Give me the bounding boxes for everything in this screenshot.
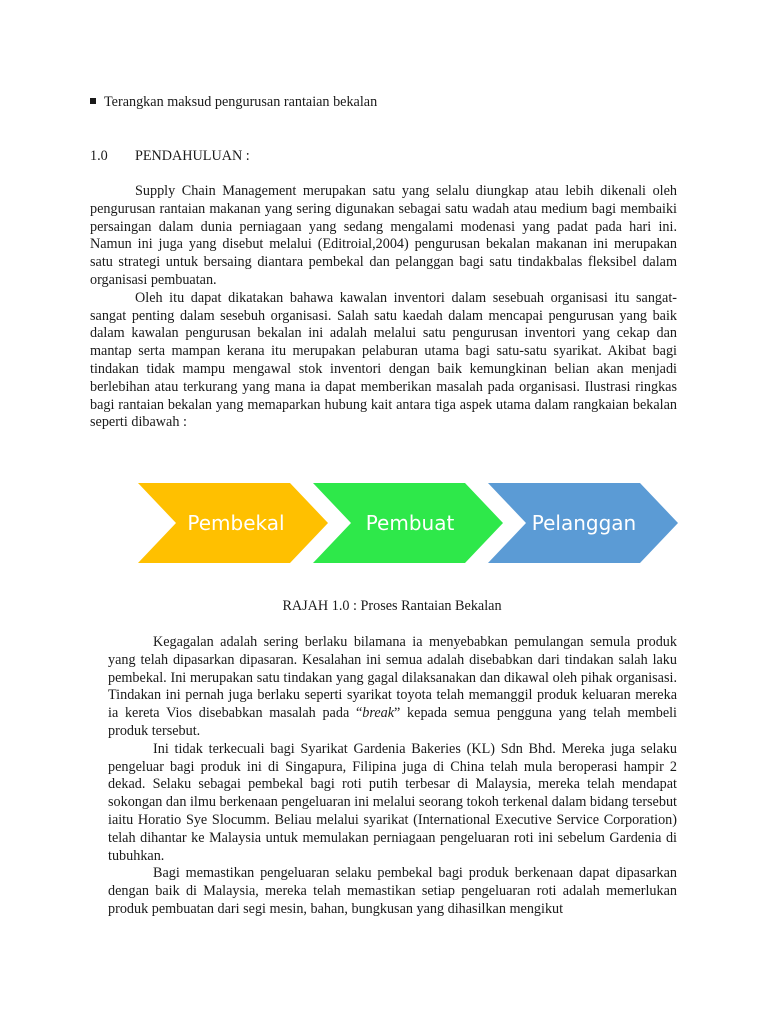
section-title: PENDAHULUAN : <box>135 148 250 164</box>
body-text <box>108 634 677 919</box>
paragraph: Oleh itu dapat dikatakan bahawa kawalan inventori dalam sesebuah organisasi itu sangat-sangat penting dalam sesebuh organisasi. Salah satu kaedah dalam mencapai pengurusan yang baik dalam kawalan pengurusan bekalan ini adalah melalui satu pengurusan inventori yang cekap dan mantap serta mampan kerana itu merupakan pelaburan utama bagi satu-satu syarikat. Akibat bagi tindakan tidak mampu mengawal stok inventori dengan baik kemungkinan belian akan menjadi berlebihan atau terkurang yang mana ia dapat memberikan masalah pada organisasi. Ilustrasi ringkas bagi rantaian bekalan yang memaparkan hubung kait antara tiga aspek utama dalam rangkaian bekalan seperti dibawah : <box>90 289 677 431</box>
italic-term: break <box>362 705 395 722</box>
paragraph: Ini tidak terkecuali bagi Syarikat Gardenia Bakeries (KL) Sdn Bhd. Mereka juga selaku pengeluar bagi produk ini di Singapura, Filipina juga di China telah mula beroperasi hampir 2 dekad. Selaku sebagai pembekal bagi roti putih terbesar di Malaysia, mereka telah mendapat sokongan dan ilmu berkenaan pengeluaran ini melalui seorang tokoh terkenal dalam bidang tersebut iaitu Horatio Sye Slocumm. Beliau melalui syarikat (International Executive Service Corporation) telah dihantar ke Malaysia untuk memulakan perniagaan pengeluaran roti ini sebelum Gardenia di tubuhkan. <box>108 740 677 864</box>
paragraph <box>108 634 677 741</box>
paragraph: Supply Chain Management merupakan satu yang selalu diungkap atau lebih dikenali oleh pengurusan rantaian makanan yang sering digunakan sebagai satu wadah atau medium bagi membaiki persaingan dalam dunia perniagaan yang sedang mengalami modenasi yang padat pada hari ini. Namun ini juga yang disebut melalui (Editroial,2004) pengurusan bekalan makanan ini merupakan satu strategi untuk bersaing diantara pembekal dan pelanggan bagi satu tindakbalas fleksibel dalam organisasi pembuatan. <box>90 183 677 288</box>
chevron-step-2 <box>313 483 503 563</box>
section-number: 1.0 <box>90 148 108 164</box>
chevron-step-3 <box>488 483 678 563</box>
chevron-label: Pembekal <box>187 511 285 535</box>
bullet-text: Terangkan maksud pengurusan rantaian bekalan <box>104 94 378 110</box>
paragraph-text: Kegagalan adalah sering berlaku bilamana ia menyebabkan pemulangan semula produk yang telah dipasarkan dipasaran. Kesalahan ini semua adalah disebabkan dari tindakan salah laku pembekal. Ini merupakan satu tindakan yang gagal dilaksanakan dan dikawal oleh pihak organisasi. Tindakan ini pernah juga berlaku seperti syarikat toyota telah memanggil produk keluaran mereka ia kereta Vios disebabkan masalah pada “ <box>108 634 677 722</box>
supply-chain-diagram <box>138 483 678 563</box>
intro-text <box>90 183 677 432</box>
chevron-label: Pelanggan <box>531 511 637 535</box>
section-heading <box>90 148 250 165</box>
figure-caption: RAJAH 1.0 : Proses Rantaian Bekalan <box>282 598 502 614</box>
paragraph: Bagi memastikan pengeluaran selaku pembekal bagi produk berkenaan dapat dipasarkan dengan baik di Malaysia, mereka telah memastikan setiap pengeluaran roti adalah memerlukan produk pembuatan dari segi mesin, bahan, bungkusan yang dihasilkan mengikut <box>108 865 677 917</box>
chevron-label: Pembuat <box>365 511 455 535</box>
paragraph-text: ” kepada semua pengguna yang telah membeli produk tersebut. <box>108 705 677 739</box>
bullet-item <box>90 94 377 111</box>
square-bullet-icon <box>90 98 96 104</box>
chevron-step-1 <box>138 483 328 563</box>
